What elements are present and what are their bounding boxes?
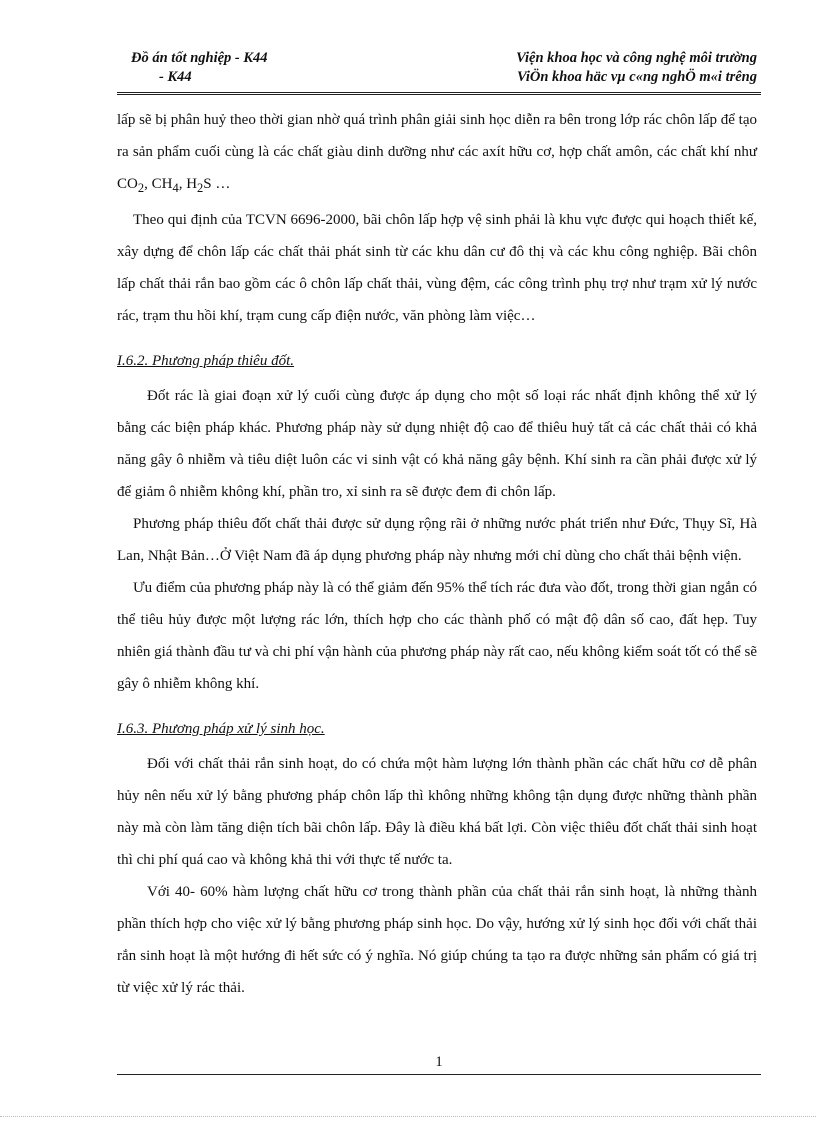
paragraph-biological-intro: Đối với chất thải rắn sinh hoạt, do có chứa một hàm lượng lớn thành phần các chất hữu cơ dễ phân hủy nên nếu xử lý bằng phương pháp chôn lấp thì không những không tận dụng được những thành phần này mà còn làm tăng diện tích bãi chôn lấp. Đây là điều khá bất lợi. Còn việc thiêu đốt chất thải sinh hoạt thì chi phí quá cao và không khả thi với thực tế nước ta. — [117, 756, 757, 868]
header-thesis-title: Đồ án tốt nghiệp - K44 — [131, 50, 268, 66]
paragraph-text: S … — [203, 176, 231, 192]
header-cohort: - K44 — [159, 69, 192, 85]
paragraph-incineration-intro: Đốt rác là giai đoạn xử lý cuối cùng được áp dụng cho một số loại rác nhất định không thể xử lý bằng các biện pháp khác. Phương pháp này sử dụng nhiệt độ cao để thiêu huỷ tất cả các chất thải có khả năng gây ô nhiễm và tiêu diệt luôn các vi sinh vật có khả năng gây bệnh. Khí sinh ra cần phải được xử lý để giảm ô nhiễm không khí, phần tro, xỉ sinh ra sẽ được đem đi chôn lấp. — [117, 388, 757, 500]
paragraph-text: lấp sẽ bị phân huỷ theo thời gian nhờ quá trình phân giải sinh học diễn ra bên trong lớp rác chôn lấp để tạo ra sản phẩm cuối cùng là các chất giàu dinh dưỡng như các axít hữu cơ, hợp chất amôn, các chất khí như CO — [117, 112, 757, 192]
paragraph-tcvn-regulation: Theo qui định của TCVN 6696-2000, bãi chôn lấp hợp vệ sinh phải là khu vực được qui hoạch thiết kế, xây dựng để chôn lấp các chất thải phát sinh từ các khu dân cư đô thị và các khu công nghiệp. Bãi chôn lấp chất thải rắn bao gồm các ô chôn lấp chất thải, vùng đệm, các công trình phụ trợ như trạm xử lý nước rác, trạm thu hồi khí, trạm cung cấp điện nước, văn phòng làm việc… — [117, 212, 757, 324]
section-heading-biological: I.6.3. Phương pháp xử lý sinh học. — [117, 721, 325, 737]
document-body — [117, 104, 757, 1004]
header-institute: Viện khoa học và công nghệ môi trường — [516, 50, 757, 66]
paragraph-landfill-decomposition — [117, 104, 757, 204]
page-break-dotted-line — [0, 1116, 816, 1117]
header-row-2 — [117, 69, 757, 86]
subscript: 2 — [197, 181, 204, 195]
header-rule — [117, 92, 761, 95]
paragraph-biological-benefits: Với 40- 60% hàm lượng chất hữu cơ trong thành phần của chất thải rắn sinh hoạt, là những thành phần thích hợp cho việc xử lý bằng phương pháp sinh học. Do vậy, hướng xử lý sinh học đối với chất thải rắn sinh hoạt là một hướng đi hết sức có ý nghĩa. Nó giúp chúng ta tạo ra được những sản phẩm có giá trị từ việc xử lý rác thải. — [117, 884, 757, 996]
paragraph-incineration-usage: Phương pháp thiêu đốt chất thải được sử dụng rộng rãi ở những nước phát triển như Đức, Thụy Sĩ, Hà Lan, Nhật Bản…Ở Việt Nam đã áp dụng phương pháp này nhưng mới chỉ dùng cho chất thải bệnh viện. — [117, 516, 757, 564]
paragraph-text: , CH — [144, 176, 173, 192]
page-number: 1 — [435, 1054, 443, 1070]
header-row-1 — [117, 50, 757, 67]
subscript: 2 — [137, 181, 145, 195]
subscript: 4 — [172, 181, 179, 195]
footer-rule — [117, 1074, 761, 1075]
header-institute-legacy: ViÖn khoa häc vµ c«ng nghÖ m«i trêng — [517, 69, 757, 85]
section-heading-incineration: I.6.2. Phương pháp thiêu đốt. — [117, 353, 295, 369]
paragraph-text: , H — [178, 176, 198, 192]
paragraph-incineration-pros-cons: Ưu điểm của phương pháp này là có thể giảm đến 95% thể tích rác đưa vào đốt, trong thời gian ngắn có thể tiêu hủy được một lượng rác lớn, thích hợp cho các thành phố có mật độ dân số cao, đất hẹp. Tuy nhiên giá thành đầu tư và chi phí vận hành của phương pháp này rất cao, nếu không kiểm soát tốt có thể sẽ gây ô nhiễm không khí. — [117, 580, 757, 692]
